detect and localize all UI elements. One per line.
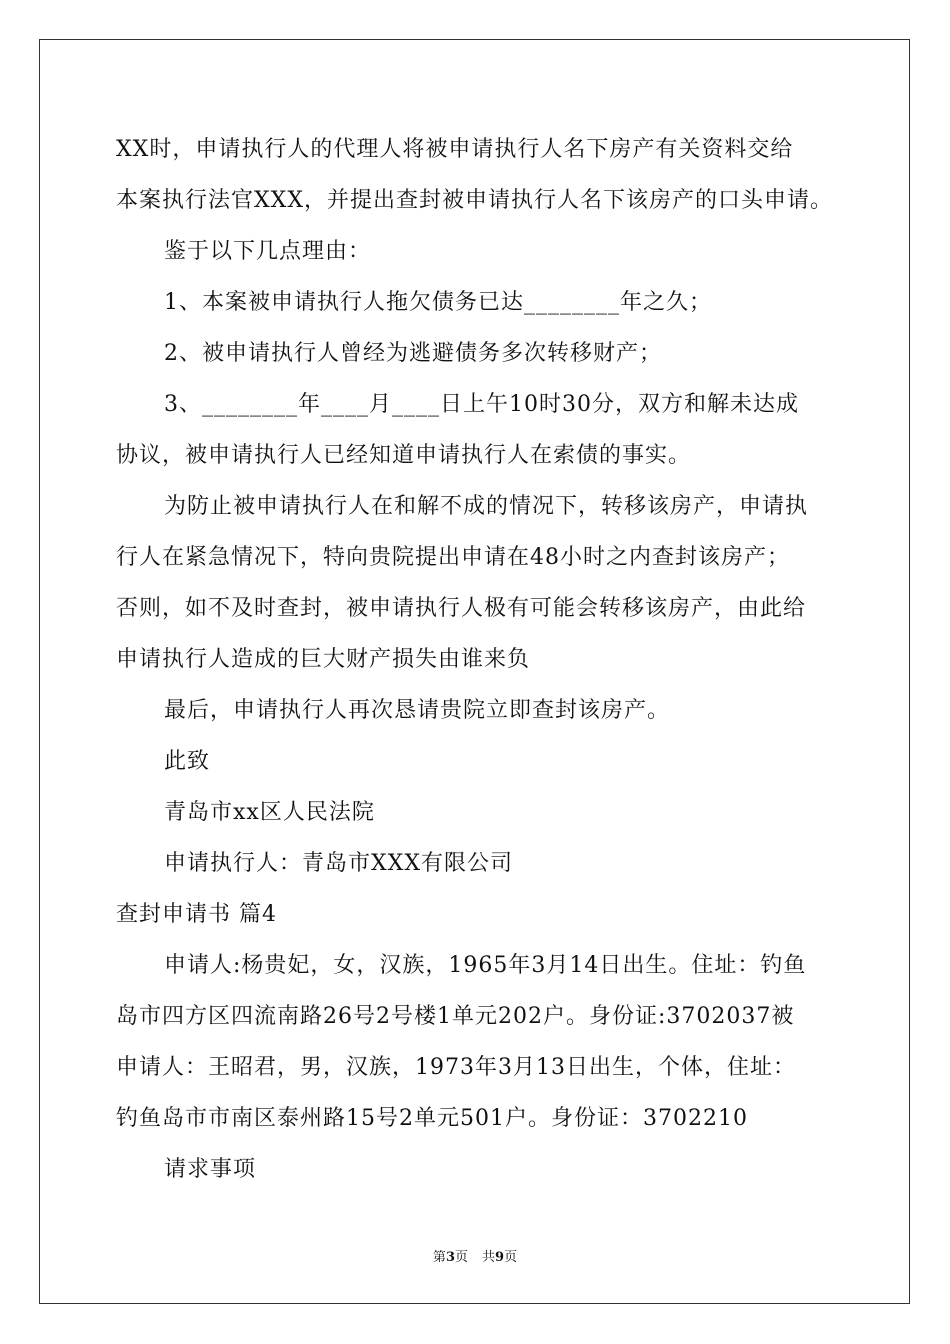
salutation: 此致 bbox=[164, 749, 211, 774]
text-line: 申请执行人造成的巨大财产损失由谁来负 bbox=[116, 647, 531, 672]
text-line: 为防止被申请执行人在和解不成的情况下，转移该房产，申请执 bbox=[164, 494, 809, 519]
list-item: 2、被申请执行人曾经为逃避债务多次转移财产； bbox=[164, 341, 662, 366]
page-number: 3 bbox=[445, 1250, 455, 1265]
recipient: 青岛市xx区人民法院 bbox=[164, 800, 375, 825]
page-prefix: 第 bbox=[432, 1250, 446, 1265]
text-line: XX时，申请执行人的代理人将被申请执行人名下房产有关资料交给 bbox=[116, 137, 794, 162]
total-pages: 9 bbox=[495, 1250, 505, 1265]
applicant-signature: 申请执行人：青岛市XXX有限公司 bbox=[164, 851, 513, 876]
total-suffix: 页 bbox=[504, 1250, 518, 1265]
text-line: 协议，被申请执行人已经知道申请执行人在索债的事实。 bbox=[116, 443, 692, 468]
text-line: 申请人:杨贵妃，女，汉族，1965年3月14日出生。住址：钓鱼 bbox=[164, 953, 807, 978]
text-line: 鉴于以下几点理由： bbox=[164, 239, 372, 264]
list-item: 1、本案被申请执行人拖欠债务已达________年之久； bbox=[164, 290, 712, 315]
text-line: 本案执行法官XXX，并提出查封被申请执行人名下该房产的口头申请。 bbox=[116, 188, 833, 213]
total-prefix: 共 bbox=[482, 1250, 496, 1265]
document-body bbox=[116, 124, 838, 1195]
text-line: 岛市四方区四流南路26号2号楼1单元202户。身份证:3702037被 bbox=[116, 1004, 795, 1029]
text-line: 行人在紧急情况下，特向贵院提出申请在48小时之内查封该房产； bbox=[116, 545, 790, 570]
section-heading: 查封申请书 篇4 bbox=[116, 902, 277, 927]
text-line: 否则，如不及时查封，被申请执行人极有可能会转移该房产，由此给 bbox=[116, 596, 807, 621]
text-line: 申请人：王昭君，男，汉族，1973年3月13日出生，个体，住址： bbox=[116, 1055, 796, 1080]
text-line: 最后，申请执行人再次恳请贵院立即查封该房产。 bbox=[164, 698, 671, 723]
list-item: 3、________年____月____日上午10时30分，双方和解未达成 bbox=[164, 392, 799, 417]
page-footer bbox=[0, 1246, 950, 1265]
subheading: 请求事项 bbox=[164, 1157, 257, 1182]
page-suffix: 页 bbox=[454, 1250, 468, 1265]
text-line: 钓鱼岛市市南区泰州路15号2单元501户。身份证：3702210 bbox=[116, 1106, 748, 1131]
